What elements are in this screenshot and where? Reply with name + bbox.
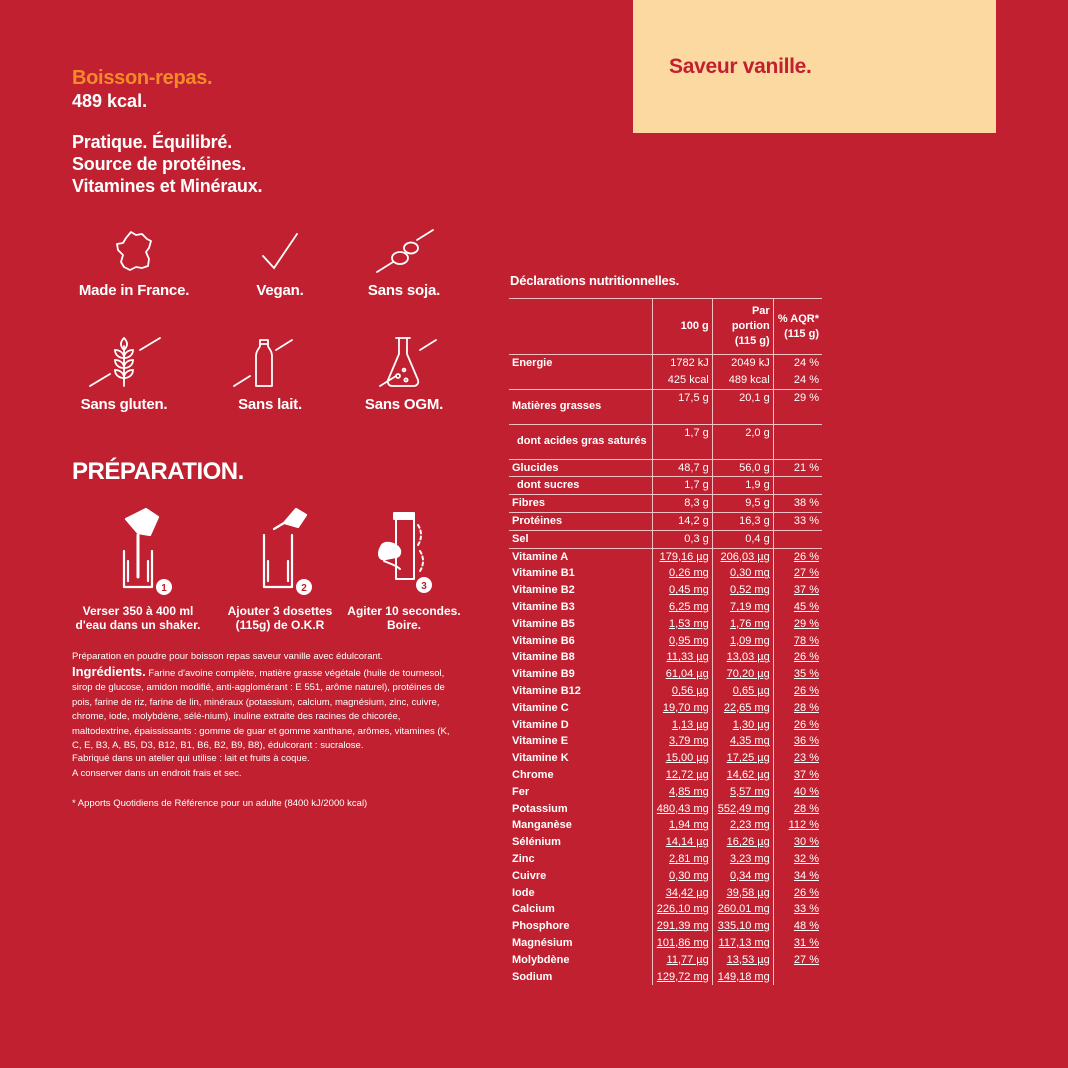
product-claims <box>72 131 262 197</box>
feature-label: Sans soja. <box>367 282 441 299</box>
value-per-portion: 2,23 mg <box>712 817 773 834</box>
preparation-title: PRÉPARATION. <box>72 458 244 485</box>
product-name: Boisson-repas. <box>72 67 213 89</box>
value-reference-intake <box>773 530 822 548</box>
nutrition-row <box>509 935 822 952</box>
manufacturing-notes <box>72 752 454 781</box>
value-reference-intake: 40 % <box>773 784 822 801</box>
nutrition-row <box>509 355 822 372</box>
nutrition-row <box>509 784 822 801</box>
add-scoop-icon <box>240 505 320 595</box>
value-per-100g: 0,56 µg <box>652 683 712 700</box>
value-per-100g: 0,26 mg <box>652 565 712 582</box>
nutrition-row <box>509 851 822 868</box>
value-reference-intake: 29 % <box>773 389 822 424</box>
nutrient-name: Chrome <box>512 768 554 781</box>
nutrient-name: Manganèse <box>512 819 572 832</box>
nutrition-table <box>509 298 822 985</box>
value-reference-intake: 26 % <box>773 717 822 734</box>
value-per-portion: 7,19 mg <box>712 599 773 616</box>
step-label-line: Ajouter 3 dosettes <box>227 604 333 618</box>
value-reference-intake: 26 % <box>773 649 822 666</box>
value-per-100g: 1,7 g <box>652 477 712 495</box>
value-reference-intake: 34 % <box>773 868 822 885</box>
nutrition-row <box>509 868 822 885</box>
step-label <box>68 604 208 632</box>
value-per-100g: 1,7 g <box>652 424 712 459</box>
flavor-banner <box>633 0 996 133</box>
value-per-100g: 3,79 mg <box>652 733 712 750</box>
nutrition-table-body <box>509 355 822 986</box>
no-gluten-icon <box>84 336 164 390</box>
value-per-portion: 489 kcal <box>712 372 773 389</box>
step-label-line: (115g) de O.K.R <box>235 618 325 632</box>
value-per-portion: 260,01 mg <box>712 901 773 918</box>
nutrition-row <box>509 952 822 969</box>
value-reference-intake <box>773 969 822 986</box>
value-per-100g: 4,85 mg <box>652 784 712 801</box>
shake-icon <box>364 505 444 595</box>
nutrition-row <box>509 901 822 918</box>
value-reference-intake: 33 % <box>773 512 822 530</box>
value-per-portion: 4,35 mg <box>712 733 773 750</box>
value-per-100g: 291,39 mg <box>652 918 712 935</box>
pour-water-icon <box>98 505 178 595</box>
nutrient-name: Sodium <box>512 970 553 983</box>
value-per-100g: 48,7 g <box>652 459 712 477</box>
value-reference-intake: 32 % <box>773 851 822 868</box>
nutrition-row <box>509 477 822 495</box>
preparation-step-2 <box>210 505 350 632</box>
value-per-portion: 16,3 g <box>712 512 773 530</box>
claim-line: Source de protéines. <box>72 154 247 174</box>
ingredients-block <box>72 650 454 754</box>
nutrition-row <box>509 424 822 459</box>
value-per-portion: 1,09 mg <box>712 633 773 650</box>
value-per-portion: 206,03 µg <box>712 548 773 565</box>
nutrition-row <box>509 530 822 548</box>
value-per-100g: 19,70 mg <box>652 700 712 717</box>
no-gmo-icon <box>364 336 444 390</box>
feature-soy-free <box>334 226 474 299</box>
value-reference-intake: 24 % <box>773 372 822 389</box>
feature-label: Vegan. <box>256 282 304 299</box>
nutrition-row <box>509 733 822 750</box>
nutrient-name: Vitamine B8 <box>512 651 575 664</box>
nutrition-row <box>509 834 822 851</box>
value-per-100g: 0,45 mg <box>652 582 712 599</box>
value-reference-intake: 36 % <box>773 733 822 750</box>
nutrition-row <box>509 801 822 818</box>
value-reference-intake: 24 % <box>773 355 822 372</box>
nutrient-name: Fer <box>512 785 530 798</box>
nutrient-name <box>509 372 652 389</box>
nutrient-name: Vitamine B5 <box>512 617 575 630</box>
value-per-portion: 0,4 g <box>712 530 773 548</box>
value-per-100g: 6,25 mg <box>652 599 712 616</box>
value-per-100g: 12,72 µg <box>652 767 712 784</box>
value-per-100g: 1,13 µg <box>652 717 712 734</box>
nutrient-name: Energie <box>512 357 553 369</box>
value-per-portion: 13,53 µg <box>712 952 773 969</box>
value-per-portion: 1,30 µg <box>712 717 773 734</box>
feature-gmo-free <box>334 336 474 413</box>
ingredients-label: Ingrédients. <box>72 663 146 679</box>
nutrient-name: Vitamine B6 <box>512 634 575 647</box>
nutrient-name: Fibres <box>512 497 546 510</box>
value-per-portion: 17,25 µg <box>712 750 773 767</box>
nutrition-row <box>509 582 822 599</box>
value-per-100g: 425 kcal <box>652 372 712 389</box>
feature-label: Sans gluten. <box>80 396 168 413</box>
value-per-portion: 9,5 g <box>712 495 773 513</box>
value-per-portion: 552,49 mg <box>712 801 773 818</box>
feature-label: Sans OGM. <box>364 396 444 413</box>
value-per-portion: 5,57 mg <box>712 784 773 801</box>
value-reference-intake: 33 % <box>773 901 822 918</box>
value-reference-intake: 29 % <box>773 616 822 633</box>
nutrition-row <box>509 717 822 734</box>
value-reference-intake: 112 % <box>773 817 822 834</box>
nutrition-row <box>509 817 822 834</box>
step-label <box>210 604 350 632</box>
product-kcal: 489 kcal. <box>72 91 148 111</box>
feature-label: Sans lait. <box>238 396 302 413</box>
value-reference-intake: 21 % <box>773 459 822 477</box>
nutrient-name: Molybdène <box>512 953 570 966</box>
value-per-portion: 39,58 µg <box>712 885 773 902</box>
nutrition-row <box>509 767 822 784</box>
nutrient-name: Phosphore <box>512 920 570 933</box>
nutrient-name: Cuivre <box>512 869 547 882</box>
flavor-label: Saveur vanille. <box>669 54 812 78</box>
value-per-portion: 0,52 mg <box>712 582 773 599</box>
ingredients-text: Farine d'avoine complète, matière grasse végétale (huile de tournesol, sirop de glucose, amidon modifié, anti-agglomérant : E 551, arôme naturel), protéines de pois, farine de riz, farine de lin, minéraux (potassium, calcium, magnésium, zinc, cuivre, chrome, iode, molybdène, sélé-nium), inuline extraite des racines de chicorée, maltodextrine, épaississants : gomme de guar et gomme xanthane, arômes, vitamines (K, C, E, B3, A, B5, D3, B12, B1, B6, B2, B9, B8), édulcorant : sucralose. <box>72 667 450 751</box>
nutrient-name: Vitamine B1 <box>512 567 575 580</box>
value-reference-intake: 27 % <box>773 952 822 969</box>
value-per-100g: 11,33 µg <box>652 649 712 666</box>
value-per-100g: 0,30 mg <box>652 868 712 885</box>
value-reference-intake: 30 % <box>773 834 822 851</box>
step-label <box>334 604 474 632</box>
value-per-portion: 56,0 g <box>712 459 773 477</box>
value-per-100g: 15,00 µg <box>652 750 712 767</box>
nutrient-name: dont sucres <box>517 479 580 492</box>
nutrient-name: dont acides gras saturés <box>517 435 647 448</box>
value-per-100g: 226,10 mg <box>652 901 712 918</box>
claim-line: Pratique. Équilibré. <box>72 132 233 152</box>
ingredients-paragraph <box>72 665 454 754</box>
nutrient-name: Vitamine A <box>512 550 569 563</box>
value-per-portion: 16,26 µg <box>712 834 773 851</box>
value-per-portion: 0,30 mg <box>712 565 773 582</box>
nutrient-name: Vitamine B3 <box>512 600 575 613</box>
value-per-100g: 14,2 g <box>652 512 712 530</box>
step-number: 1 <box>161 583 167 594</box>
value-per-portion: 1,76 mg <box>712 616 773 633</box>
value-per-100g: 34,42 µg <box>652 885 712 902</box>
nutrition-row <box>509 969 822 986</box>
step-label-line: Verser 350 à 400 ml <box>82 604 194 618</box>
nutrient-name: Protéines <box>512 514 563 527</box>
value-reference-intake: 45 % <box>773 599 822 616</box>
feature-milk-free <box>200 336 340 413</box>
value-reference-intake: 35 % <box>773 666 822 683</box>
feature-label: Made in France. <box>78 282 190 299</box>
value-per-100g: 179,16 µg <box>652 548 712 565</box>
nutrient-name: Sel <box>512 532 529 545</box>
nutrient-name: Vitamine C <box>512 701 569 714</box>
nutrient-name: Glucides <box>512 461 559 474</box>
value-per-portion: 3,23 mg <box>712 851 773 868</box>
value-per-100g: 2,81 mg <box>652 851 712 868</box>
value-per-portion: 13,03 µg <box>712 649 773 666</box>
nutrient-name: Potassium <box>512 802 568 815</box>
value-per-100g: 0,95 mg <box>652 633 712 650</box>
nutrient-name: Vitamine B2 <box>512 584 575 597</box>
value-per-100g: 129,72 mg <box>652 969 712 986</box>
nutrition-row <box>509 683 822 700</box>
value-per-portion: 0,34 mg <box>712 868 773 885</box>
nutrient-name: Calcium <box>512 903 555 916</box>
value-per-100g: 61,04 µg <box>652 666 712 683</box>
value-per-portion: 20,1 g <box>712 389 773 424</box>
nutrition-row <box>509 512 822 530</box>
nutrient-name: Sélénium <box>512 836 561 849</box>
value-per-100g: 480,43 mg <box>652 801 712 818</box>
value-per-portion: 149,18 mg <box>712 969 773 986</box>
nutrient-name: Vitamine B12 <box>512 684 581 697</box>
checkmark-icon <box>255 226 305 276</box>
value-reference-intake: 38 % <box>773 495 822 513</box>
value-per-100g: 101,86 mg <box>652 935 712 952</box>
value-per-100g: 1,94 mg <box>652 817 712 834</box>
nutrition-row <box>509 885 822 902</box>
nutrition-row <box>509 389 822 424</box>
step-number: 2 <box>301 583 307 594</box>
nutrient-name: Matières grasses <box>512 400 602 413</box>
storage-line: A conserver dans un endroit frais et sec. <box>72 767 242 779</box>
claim-line: Vitamines et Minéraux. <box>72 176 263 196</box>
step-label-line: d'eau dans un shaker. <box>75 618 201 632</box>
nutrient-name: Vitamine D <box>512 718 569 731</box>
value-per-portion: 14,62 µg <box>712 767 773 784</box>
feature-made-in-france <box>64 226 204 299</box>
nutrient-name: Vitamine B9 <box>512 668 575 681</box>
step-label-line: Agiter 10 secondes. <box>347 604 461 618</box>
nutrition-row <box>509 649 822 666</box>
nutrition-row <box>509 633 822 650</box>
nutrition-row <box>509 599 822 616</box>
value-per-100g: 8,3 g <box>652 495 712 513</box>
nutrition-header-row <box>509 299 822 355</box>
value-per-100g: 1782 kJ <box>652 355 712 372</box>
portion-column-header: Par portion (115 g) <box>712 299 773 355</box>
nutrition-row <box>509 700 822 717</box>
per100-column-header: 100 g <box>652 299 712 355</box>
nutrition-title: Déclarations nutritionnelles. <box>510 273 680 288</box>
value-reference-intake: 78 % <box>773 633 822 650</box>
footnote: * Apports Quotidiens de Référence pour un adulte (8400 kJ/2000 kcal) <box>72 798 368 809</box>
preparation-step-3 <box>334 505 474 632</box>
value-per-portion: 22,65 mg <box>712 700 773 717</box>
value-reference-intake: 28 % <box>773 700 822 717</box>
nutrition-row <box>509 666 822 683</box>
value-reference-intake <box>773 477 822 495</box>
allergens-line: Fabriqué dans un atelier qui utilise : lait et fruits à coque. <box>72 753 310 764</box>
value-per-portion: 335,10 mg <box>712 918 773 935</box>
feature-vegan <box>210 226 350 299</box>
nutrient-column-header <box>509 299 652 355</box>
value-reference-intake: 23 % <box>773 750 822 767</box>
nutrient-name: Zinc <box>512 852 535 865</box>
nutrition-row <box>509 548 822 565</box>
value-per-portion: 70,20 µg <box>712 666 773 683</box>
nutrient-name: Vitamine E <box>512 735 569 748</box>
value-reference-intake: 26 % <box>773 683 822 700</box>
value-reference-intake <box>773 424 822 459</box>
feature-gluten-free <box>54 336 194 413</box>
value-reference-intake: 28 % <box>773 801 822 818</box>
value-reference-intake: 48 % <box>773 918 822 935</box>
value-per-portion: 0,65 µg <box>712 683 773 700</box>
value-reference-intake: 26 % <box>773 885 822 902</box>
product-description: Préparation en poudre pour boisson repas saveur vanille avec édulcorant. <box>72 651 384 662</box>
value-per-portion: 117,13 mg <box>712 935 773 952</box>
preparation-step-1 <box>68 505 208 632</box>
value-reference-intake: 37 % <box>773 582 822 599</box>
nutrient-name: Vitamine K <box>512 752 569 765</box>
value-reference-intake: 31 % <box>773 935 822 952</box>
no-soy-icon <box>369 226 439 276</box>
nutrition-row <box>509 616 822 633</box>
value-reference-intake: 26 % <box>773 548 822 565</box>
value-per-portion: 2049 kJ <box>712 355 773 372</box>
france-map-icon <box>109 226 159 276</box>
nutrition-row <box>509 372 822 389</box>
value-per-100g: 17,5 g <box>652 389 712 424</box>
no-milk-icon <box>230 336 310 390</box>
value-per-100g: 11,77 µg <box>652 952 712 969</box>
step-label-line: Boire. <box>386 618 421 632</box>
value-reference-intake: 27 % <box>773 565 822 582</box>
value-per-portion: 2,0 g <box>712 424 773 459</box>
nutrition-row <box>509 495 822 513</box>
nutrient-name: Iode <box>512 886 535 899</box>
nutrition-row <box>509 565 822 582</box>
product-headline <box>72 67 212 112</box>
value-per-100g: 1,53 mg <box>652 616 712 633</box>
ar-column-header: % AQR* (115 g) <box>773 299 822 355</box>
value-per-100g: 0,3 g <box>652 530 712 548</box>
nutrition-row <box>509 459 822 477</box>
value-per-100g: 14,14 µg <box>652 834 712 851</box>
nutrition-row <box>509 750 822 767</box>
value-reference-intake: 37 % <box>773 767 822 784</box>
nutrition-row <box>509 918 822 935</box>
value-per-portion: 1,9 g <box>712 477 773 495</box>
nutrient-name: Magnésium <box>512 936 573 949</box>
step-number: 3 <box>421 581 427 592</box>
